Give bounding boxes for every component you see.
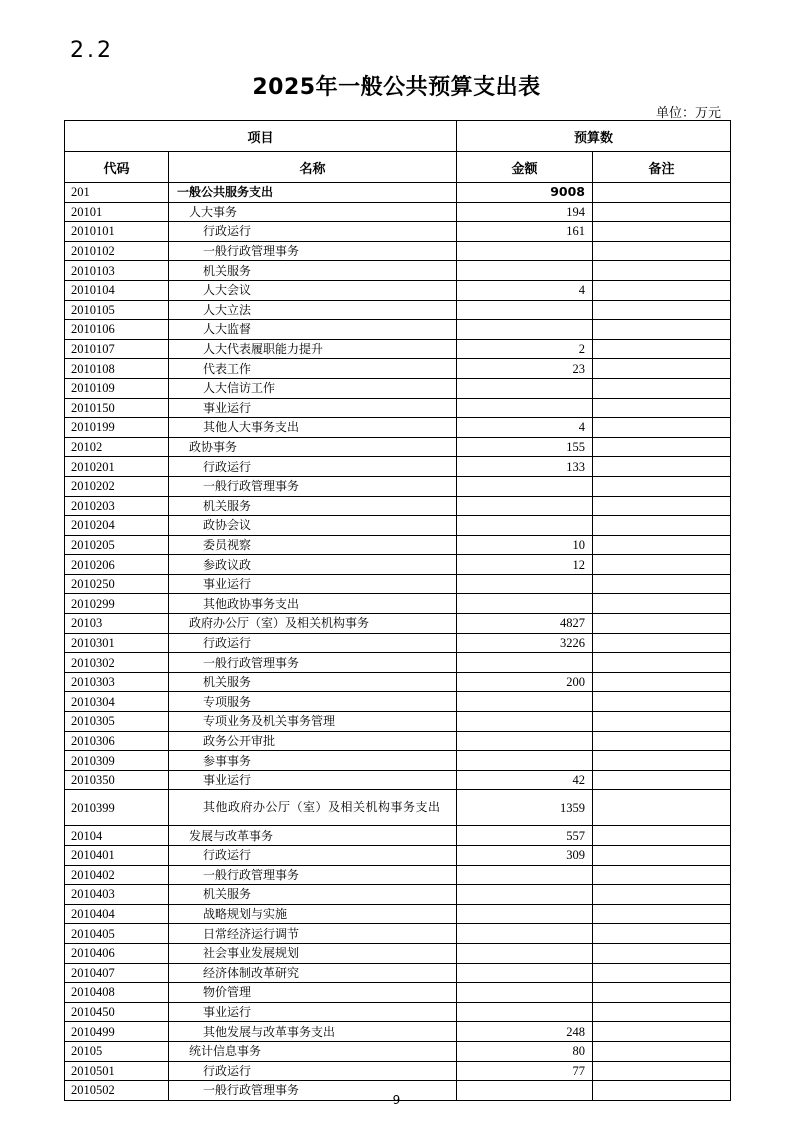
row-remark [593,846,731,866]
table-row [65,476,731,496]
row-name: 人大信访工作 [169,378,457,398]
row-amount: 3226 [457,633,593,653]
row-code: 20104 [65,826,169,846]
row-name: 参政议政 [169,555,457,575]
table-row [65,222,731,242]
row-name: 专项业务及机关事务管理 [169,712,457,732]
row-amount: 194 [457,202,593,222]
table-row [65,574,731,594]
row-code: 20101 [65,202,169,222]
row-code: 2010502 [65,1081,169,1101]
row-code: 20102 [65,437,169,457]
row-amount [457,496,593,516]
row-name: 一般行政管理事务 [169,476,457,496]
row-remark [593,535,731,555]
row-code: 2010201 [65,457,169,477]
row-code: 2010450 [65,1002,169,1022]
row-code: 2010306 [65,731,169,751]
row-name: 经济体制改革研究 [169,963,457,983]
table-row [65,183,731,203]
row-amount: 10 [457,535,593,555]
row-name: 一般行政管理事务 [169,241,457,261]
table-row [65,418,731,438]
table-row [65,594,731,614]
budget-table [64,120,731,1101]
row-remark [593,555,731,575]
row-code: 2010301 [65,633,169,653]
row-remark [593,865,731,885]
row-code: 2010150 [65,398,169,418]
row-code: 2010102 [65,241,169,261]
row-remark [593,320,731,340]
row-amount: 4 [457,280,593,300]
row-remark [593,516,731,536]
row-code: 2010104 [65,280,169,300]
row-amount: 1359 [457,790,593,826]
table-row [65,241,731,261]
table-row [65,1041,731,1061]
row-remark [593,300,731,320]
table-row [65,1061,731,1081]
table-row [65,202,731,222]
row-name: 事业运行 [169,398,457,418]
row-name: 机关服务 [169,496,457,516]
row-code: 2010108 [65,359,169,379]
table-row [65,983,731,1003]
table-row [65,280,731,300]
row-remark [593,885,731,905]
unit-label: 单位：万元 [655,106,721,121]
row-amount: 77 [457,1061,593,1081]
header-amount: 金额 [457,152,593,183]
row-remark [593,692,731,712]
header-project: 项目 [65,121,457,152]
table-row [65,692,731,712]
table-row [65,1002,731,1022]
row-code: 2010501 [65,1061,169,1081]
row-name: 其他政府办公厅（室）及相关机构事务支出 [169,790,457,826]
table-row [65,865,731,885]
row-amount [457,594,593,614]
header-row-group [65,121,731,152]
row-amount [457,751,593,771]
row-code: 20105 [65,1041,169,1061]
row-remark [593,457,731,477]
header-budget: 预算数 [457,121,731,152]
table-row [65,712,731,732]
table-row [65,555,731,575]
row-amount [457,378,593,398]
row-name: 事业运行 [169,770,457,790]
row-remark [593,614,731,634]
row-remark [593,280,731,300]
header-row-columns [65,152,731,183]
row-code: 2010199 [65,418,169,438]
row-name: 一般公共服务支出 [169,183,457,203]
table-row [65,904,731,924]
row-code: 2010303 [65,672,169,692]
row-amount [457,320,593,340]
row-name: 政协会议 [169,516,457,536]
row-name: 行政运行 [169,633,457,653]
table-row [65,437,731,457]
row-amount: 42 [457,770,593,790]
row-code: 20103 [65,614,169,634]
row-code: 2010401 [65,846,169,866]
table-row [65,770,731,790]
row-name: 人大代表履职能力提升 [169,339,457,359]
row-amount [457,943,593,963]
row-remark [593,826,731,846]
table-row [65,672,731,692]
row-amount: 23 [457,359,593,379]
row-amount [457,731,593,751]
row-code: 2010304 [65,692,169,712]
row-amount [457,904,593,924]
row-amount [457,712,593,732]
row-name: 事业运行 [169,574,457,594]
row-amount [457,516,593,536]
row-name: 专项服务 [169,692,457,712]
row-name: 人大立法 [169,300,457,320]
row-remark [593,963,731,983]
row-remark [593,770,731,790]
row-remark [593,943,731,963]
row-name: 发展与改革事务 [169,826,457,846]
row-amount: 161 [457,222,593,242]
row-remark [593,1041,731,1061]
row-amount: 248 [457,1022,593,1042]
row-name: 日常经济运行调节 [169,924,457,944]
row-code: 2010202 [65,476,169,496]
row-name: 行政运行 [169,846,457,866]
row-amount: 309 [457,846,593,866]
row-code: 2010406 [65,943,169,963]
row-amount [457,398,593,418]
row-amount: 4 [457,418,593,438]
row-amount: 133 [457,457,593,477]
row-amount [457,692,593,712]
row-remark [593,574,731,594]
table-row [65,846,731,866]
row-remark [593,378,731,398]
row-amount [457,983,593,1003]
row-name: 行政运行 [169,222,457,242]
row-amount [457,653,593,673]
header-remark: 备注 [593,152,731,183]
table-row [65,300,731,320]
table-row [65,826,731,846]
table-row [65,963,731,983]
row-amount: 200 [457,672,593,692]
row-code: 2010103 [65,261,169,281]
table-row [65,885,731,905]
row-code: 2010205 [65,535,169,555]
row-amount [457,476,593,496]
row-name: 政务公开审批 [169,731,457,751]
table-row [65,457,731,477]
row-code: 2010101 [65,222,169,242]
row-name: 代表工作 [169,359,457,379]
row-name: 行政运行 [169,1061,457,1081]
row-remark [593,712,731,732]
row-code: 2010107 [65,339,169,359]
row-amount: 12 [457,555,593,575]
header-code: 代码 [65,152,169,183]
row-remark [593,790,731,826]
row-amount [457,1002,593,1022]
row-code: 2010402 [65,865,169,885]
row-code: 2010407 [65,963,169,983]
row-name: 其他发展与改革事务支出 [169,1022,457,1042]
row-amount: 80 [457,1041,593,1061]
row-name: 政府办公厅（室）及相关机构事务 [169,614,457,634]
row-remark [593,241,731,261]
row-code: 2010305 [65,712,169,732]
row-remark [593,751,731,771]
table-row [65,614,731,634]
row-amount [457,261,593,281]
row-remark [593,418,731,438]
row-remark [593,339,731,359]
row-remark [593,1061,731,1081]
row-amount: 557 [457,826,593,846]
page-number: 9 [392,1093,401,1107]
row-name: 一般行政管理事务 [169,653,457,673]
section-number: 2.2 [70,38,114,63]
row-name: 一般行政管理事务 [169,865,457,885]
row-name: 其他政协事务支出 [169,594,457,614]
row-name: 一般行政管理事务 [169,1081,457,1101]
row-remark [593,731,731,751]
row-code: 2010350 [65,770,169,790]
row-name: 委员视察 [169,535,457,555]
row-name: 机关服务 [169,885,457,905]
table-row [65,320,731,340]
table-row [65,751,731,771]
row-code: 2010204 [65,516,169,536]
row-name: 物价管理 [169,983,457,1003]
table-row [65,633,731,653]
row-remark [593,1022,731,1042]
row-amount: 155 [457,437,593,457]
row-amount [457,885,593,905]
table-row [65,261,731,281]
row-remark [593,924,731,944]
table-row [65,790,731,826]
row-code: 2010299 [65,594,169,614]
row-amount [457,924,593,944]
row-code: 2010106 [65,320,169,340]
table-row [65,516,731,536]
table-row [65,359,731,379]
row-amount: 9008 [457,183,593,203]
row-amount [457,241,593,261]
table-row [65,924,731,944]
row-name: 行政运行 [169,457,457,477]
row-remark [593,633,731,653]
row-name: 人大监督 [169,320,457,340]
row-code: 2010499 [65,1022,169,1042]
row-code: 2010404 [65,904,169,924]
row-remark [593,202,731,222]
row-code: 2010399 [65,790,169,826]
row-name: 政协事务 [169,437,457,457]
row-remark [593,437,731,457]
row-remark [593,222,731,242]
table-row [65,398,731,418]
row-name: 战略规划与实施 [169,904,457,924]
row-amount: 4827 [457,614,593,634]
row-remark [593,261,731,281]
table-row [65,731,731,751]
row-remark [593,594,731,614]
row-remark [593,183,731,203]
row-amount [457,865,593,885]
row-amount [457,300,593,320]
row-name: 机关服务 [169,261,457,281]
table-row [65,378,731,398]
row-remark [593,359,731,379]
row-amount: 2 [457,339,593,359]
row-name: 参事事务 [169,751,457,771]
row-code: 2010206 [65,555,169,575]
row-name: 统计信息事务 [169,1041,457,1061]
row-remark [593,672,731,692]
row-code: 2010109 [65,378,169,398]
row-remark [593,476,731,496]
row-code: 2010203 [65,496,169,516]
row-remark [593,983,731,1003]
row-remark [593,496,731,516]
row-amount [457,963,593,983]
row-code: 2010302 [65,653,169,673]
row-remark [593,1002,731,1022]
row-name: 社会事业发展规划 [169,943,457,963]
row-name: 人大事务 [169,202,457,222]
header-name: 名称 [169,152,457,183]
row-amount [457,574,593,594]
row-code: 2010105 [65,300,169,320]
row-remark [593,398,731,418]
table-row [65,535,731,555]
row-code: 2010403 [65,885,169,905]
table-row [65,339,731,359]
table-row [65,943,731,963]
table-row [65,1022,731,1042]
row-name: 人大会议 [169,280,457,300]
row-code: 2010405 [65,924,169,944]
row-remark [593,904,731,924]
table-row [65,653,731,673]
row-code: 2010408 [65,983,169,1003]
row-code: 2010250 [65,574,169,594]
row-code: 201 [65,183,169,203]
row-name: 其他人大事务支出 [169,418,457,438]
row-remark [593,653,731,673]
table-row [65,496,731,516]
table-body [65,183,731,1101]
row-code: 2010309 [65,751,169,771]
row-name: 机关服务 [169,672,457,692]
page-title: 2025年一般公共预算支出表 [252,75,541,100]
row-name: 事业运行 [169,1002,457,1022]
